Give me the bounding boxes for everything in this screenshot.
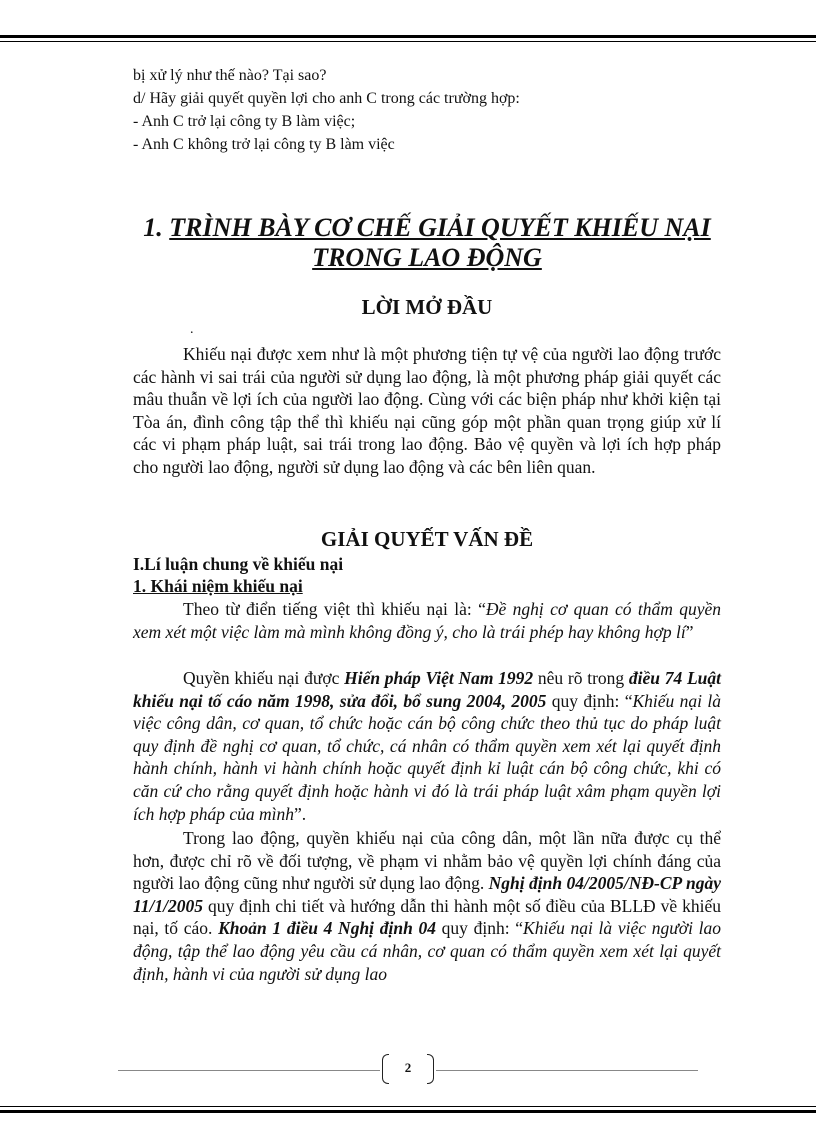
footer-line-right — [436, 1070, 698, 1071]
title-line-2 — [133, 243, 721, 273]
p2-a: Quyền khiếu nại được — [183, 668, 345, 688]
heading-solve: GIẢI QUYẾT VẤN ĐỀ — [320, 527, 534, 551]
footer-rule-thick — [0, 1110, 816, 1113]
section-I: I.Lí luận chung về khiếu nại — [133, 554, 344, 574]
paragraph-labor — [133, 827, 721, 985]
header-rule-thick — [0, 35, 816, 38]
section-1 — [133, 575, 721, 597]
main-title — [133, 213, 721, 273]
p2-e: quy định: “ — [546, 690, 633, 711]
p3-e: quy định: “ — [435, 918, 524, 939]
footer-line-left — [118, 1070, 380, 1071]
p3-f: Khiếu nại là việc người lao động, tập thể lao động yêu cầu cá nhân, cơ quan có thẩm quyền xem xét lại quyết định, hành vi của người sử dụng lao — [133, 918, 721, 984]
header-rule-thin — [0, 41, 816, 42]
p2-d: điều 74 Luật khiếu nại tố cáo năm 1998, sửa đổi, bổ sung 2004, 2005 — [133, 668, 721, 711]
p3-c: quy định chi tiết và hướng dẫn thi hành một số điều của BLLĐ về khiếu nại, tố cáo. — [133, 895, 721, 939]
p3-d: Khoản 1 điều 4 Nghị định 04 — [218, 918, 436, 939]
p2-g: ”. — [294, 803, 307, 824]
section-1-text: 1. Khái niệm khiếu nại — [133, 576, 303, 596]
stray-dot: . — [190, 322, 194, 337]
intro-line: d/ Hãy giải quyết quyền lợi cho anh C trong các trường hợp: — [133, 90, 520, 107]
p2-f: Khiếu nại là việc công dân, cơ quan, tổ chức hoặc cán bộ công chức theo thủ tục do pháp luật quy định đề nghị cơ quan, tổ chức, cá nhân có thẩm quyền xem xét lại quyết định hành chính, hành vi hành chính hoặc quyết định kỉ luật cán bộ công chức, khi có căn cứ cho rằng quyết định hoặc hành vi đó là trái pháp luật xâm phạm quyền lợi ích hợp pháp của mình — [133, 690, 721, 824]
footer-rule-thin — [0, 1106, 816, 1107]
p1-end: ” — [685, 621, 694, 642]
title-text-2: TRONG LAO ĐỘNG — [312, 243, 542, 272]
p3-a: Trong lao động, quyền khiếu nại của công dân, một lần nữa được cụ thể hơn, được chỉ rõ về đối tượng, về phạm vi nhằm bảo vệ quyền lợi chính đáng của người lao động cũng như người sử dụng lao động. — [133, 828, 721, 894]
heading-intro: LỜI MỞ ĐẦU — [361, 295, 493, 319]
p2-b: Hiến pháp Việt Nam 1992 — [344, 668, 534, 688]
p1-italic: Đề nghị cơ quan có thẩm quyền xem xét một việc làm mà mình không đồng ý, cho là trái phép hay không hợp lí — [133, 599, 721, 642]
paragraph-constitution — [133, 667, 721, 825]
p3-b: Nghị định 04/2005/NĐ-CP ngày 11/1/2005 — [133, 873, 721, 916]
intro-line: - Anh C trở lại công ty B làm việc; — [133, 113, 356, 130]
title-number: 1. — [143, 213, 170, 242]
intro-line: bị xử lý như thế nào? Tại sao? — [133, 67, 327, 84]
title-text-1: TRÌNH BÀY CƠ CHẾ GIẢI QUYẾT KHIẾU NẠI — [169, 213, 711, 242]
p2-c: nêu rõ trong — [533, 668, 629, 688]
page-number: 2 — [404, 1060, 412, 1075]
intro-lines — [133, 64, 721, 156]
intro-line: - Anh C không trở lại công ty B làm việc — [133, 136, 395, 153]
intro-paragraph: Khiếu nại được xem như là một phương tiện tự vệ của người lao động trước các hành vi sai trái của người sử dụng lao động, là một phương pháp giải quyết các mâu thuẫn về lợi ích của người lao động. Cùng với các biện pháp như khởi kiện tại Tòa án, đình công tập thể thì khiếu nại cũng góp một phần quan trọng giúp xử lí các vi phạm pháp luật, sai trái trong lao động. Bảo vệ quyền và lợi ích hợp pháp cho người lao động, người sử dụng lao động và các bên liên quan. — [133, 344, 721, 477]
paragraph-definition — [133, 598, 721, 643]
page-number-box — [382, 1054, 434, 1084]
title-line-1 — [133, 213, 721, 243]
p1-plain: Theo từ điển tiếng việt thì khiếu nại là: “ — [183, 599, 486, 619]
